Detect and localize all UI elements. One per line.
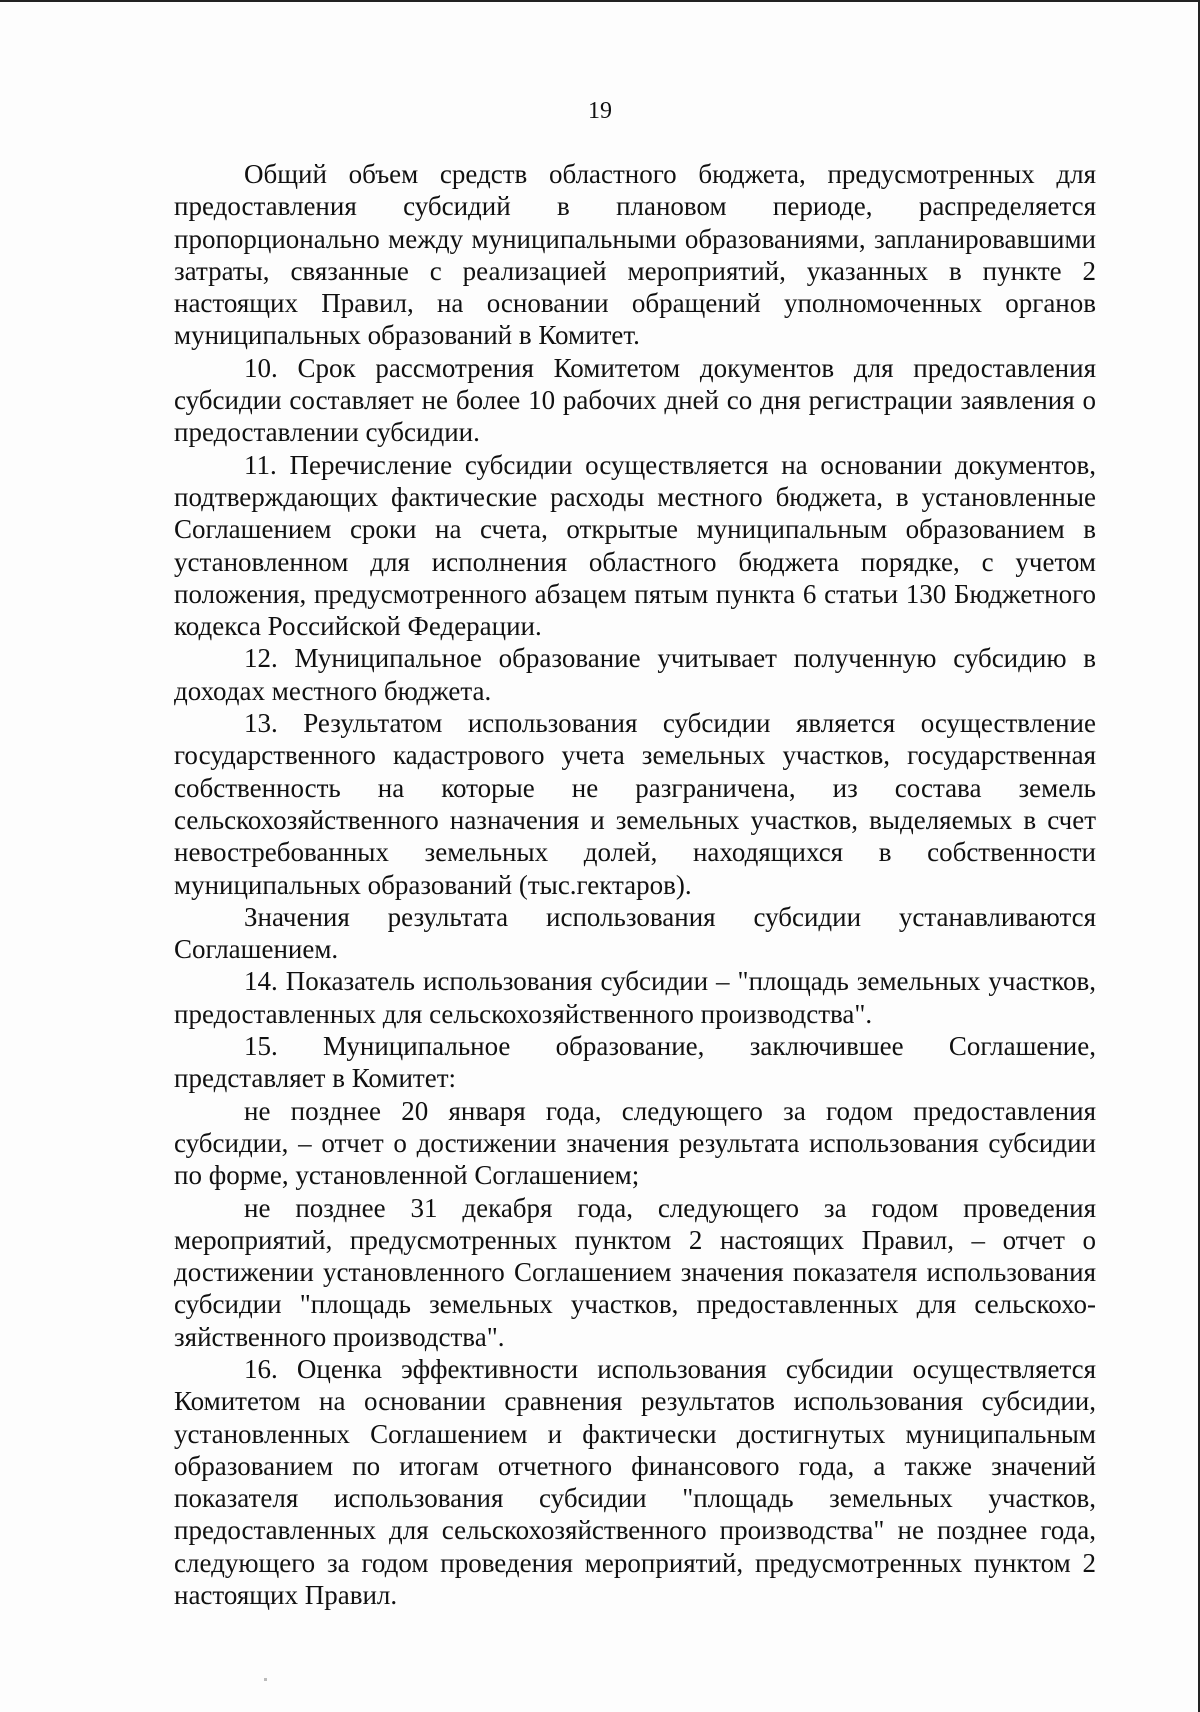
paragraph-budget-distribution: Общий объем средств областного бюджета, предусмотренных для предоставления субсидий в плановом периоде, распределяется пропорционально между муниципальными образованиями, запланировавшими затраты, связанные с реализацией мероприятий, указанных в пункте 2 настоящих Правил, на основании обращений уполномоченных органов муниципальных образований в Комитет.	[174, 159, 1096, 351]
paragraph-12: 12. Муниципальное образование учитывает полученную субсидию в доходах местного бюджета.	[174, 643, 1096, 706]
paragraph-13: 13. Результатом использования субсидии является осуществление государственного кадастрового учета земельных участков, государственная собственность на которые не разграничена, из состава земель сельскохозяйственного назначения и земельных участков, выделяемых в счет невостребованных земельных долей, находящихся в собственности муниципальных образований (тыс.гектаров).	[174, 708, 1096, 900]
paragraph-10: 10. Срок рассмотрения Комитетом документов для предоставления субсидии составляет не более 10 рабочих дней со дня регистрации заявления о предоставлении субсидии.	[174, 352, 1096, 448]
paragraph-15: 15. Муниципальное образование, заключившее Соглашение, представляет в Комитет:	[174, 1031, 1096, 1094]
document-body	[174, 158, 1096, 1611]
scan-artifact	[264, 1678, 267, 1681]
paragraph-13-values: Значения результата использования субсидии устанавливаются Соглашением.	[174, 901, 1096, 965]
paragraph-14: 14. Показатель использования субсидии – "площадь земельных участков, предоставленных для сельскохозяйственного производства".	[174, 966, 1096, 1029]
paragraph-11: 11. Перечисление субсидии осуществляется на основании документов, подтверждающих фактические расходы местного бюджета, в установленные Соглашением сроки на счета, открытые муниципальным образованием в установленном для исполнения областного бюджета порядке, с учетом положения, предусмотренного абзацем пятым пункта 6 статьи 130 Бюджетного кодекса Российской Федерации.	[174, 449, 1096, 642]
page-number: 19	[588, 98, 612, 124]
paragraph-16: 16. Оценка эффективности использования субсидии осуществляется Комитетом на основании сравнения результатов использования субсидии, установленных Соглашением и фактически достигнутых муниципальным образованием по итогам отчетного финансового года, а также значений показателя использования субсидии "площадь земельных участков, предоставленных для сельскохозяйственного производства" не позднее года, следующего за годом проведения мероприятий, предусмотренных пунктом 2 настоящих Правил.	[174, 1353, 1096, 1611]
paragraph-15-item-1: не позднее 20 января года, следующего за годом предоставления субсидии, – отчет о достижении значения результата использования субсидии по форме, установленной Соглашением;	[174, 1095, 1096, 1191]
paragraph-15-item-2: не позднее 31 декабря года, следующего за годом проведения мероприятий, предусмотренных пунктом 2 настоящих Правил, – отчет о достижении установленного Соглашением значения показателя использования субсидии "площадь земельных участков, предоставленных для сельскохо-зяйственного производства".	[174, 1192, 1096, 1352]
